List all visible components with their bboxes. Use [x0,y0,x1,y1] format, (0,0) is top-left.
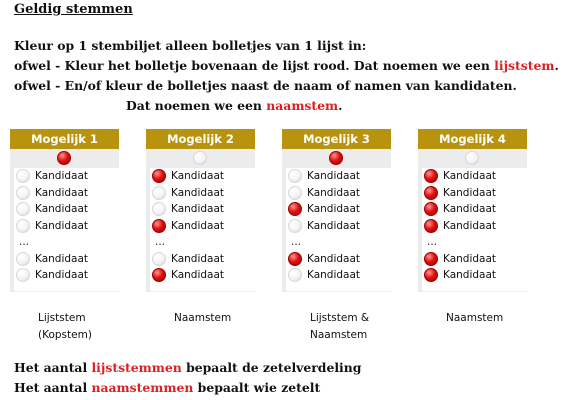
candidate-row [14,218,119,235]
term-naamstem: naamstem [266,98,339,113]
ball-filled-icon [152,169,166,183]
candidate-row [150,251,255,268]
panel-caption [310,310,430,344]
footer-line-1-end: bepaalt de zetelverdeling [181,360,362,375]
candidate-row [286,251,391,268]
candidate-list [14,168,119,291]
candidate-row [422,267,527,284]
ball-filled-icon [424,268,438,282]
candidate-row [422,201,527,218]
ballot-panel-1 [10,129,119,292]
candidate-row [14,267,119,284]
list-ball-filled-icon [57,151,71,165]
candidate-label: Kandidaat [307,269,361,282]
ball-filled-icon [152,219,166,233]
candidate-label: Kandidaat [443,269,497,282]
candidate-row [422,251,527,268]
candidate-label: Kandidaat [35,269,89,282]
candidate-row [422,168,527,185]
page-title: Geldig stemmen [14,2,133,17]
candidate-list [150,168,255,291]
ball-empty-icon [288,186,302,200]
ellipsis-text: ... [155,236,166,249]
ball-filled-icon [424,169,438,183]
intro-line-2-end: . [554,58,559,73]
panel-caption [446,310,566,327]
ellipsis-text: ... [291,236,302,249]
candidate-ellipsis [14,234,119,251]
candidate-row [150,218,255,235]
candidate-row [286,267,391,284]
candidate-label: Kandidaat [171,203,225,216]
list-ball-empty-icon [465,151,479,165]
candidate-row [286,218,391,235]
panel-caption [174,310,294,327]
candidate-row [150,185,255,202]
list-ball-filled-icon [329,151,343,165]
candidate-label: Kandidaat [35,252,89,265]
candidate-row [150,168,255,185]
panel-title: Mogelijk 4 [418,129,527,149]
candidate-ellipsis [150,234,255,251]
footer-text [14,358,534,398]
ball-empty-icon [16,219,30,233]
footer-line-1 [14,358,534,378]
ball-empty-icon [16,186,30,200]
candidate-list [422,168,527,291]
ball-filled-icon [288,202,302,216]
candidate-row [286,185,391,202]
ellipsis-text: ... [19,236,30,249]
ballot-panel-2 [146,129,255,292]
term-lijststem: lijststem [494,58,555,73]
candidate-ellipsis [422,234,527,251]
ellipsis-text: ... [427,236,438,249]
intro-text [14,36,559,116]
ball-empty-icon [16,252,30,266]
candidate-label: Kandidaat [307,252,361,265]
candidate-list [286,168,391,291]
candidate-ellipsis [286,234,391,251]
intro-line-2-text: ofwel - Kleur het bolletje bovenaan de lijst rood. Dat noemen we een [14,58,495,73]
candidate-label: Kandidaat [443,170,497,183]
list-ball-empty-icon [193,151,207,165]
ball-filled-icon [288,252,302,266]
candidate-label: Kandidaat [307,170,361,183]
panel-caption [38,310,158,344]
candidate-label: Kandidaat [307,186,361,199]
list-vote-row [418,149,527,166]
ball-empty-icon [152,202,166,216]
list-vote-row [282,149,391,166]
ball-empty-icon [152,252,166,266]
candidate-label: Kandidaat [443,252,497,265]
candidate-row [14,168,119,185]
ball-empty-icon [16,169,30,183]
list-vote-row [10,149,119,166]
term-lijststemmen: lijststemmen [91,360,182,375]
ball-filled-icon [424,219,438,233]
candidate-label: Kandidaat [443,203,497,216]
caption-line-2: Naamstem [310,329,368,341]
caption-line-1: Lijststem & [310,312,370,324]
candidate-label: Kandidaat [171,186,225,199]
candidate-row [286,201,391,218]
candidate-label: Kandidaat [35,186,89,199]
ball-empty-icon [288,268,302,282]
candidate-row [14,251,119,268]
intro-line-4-text: Dat noemen we een [126,98,267,113]
candidate-label: Kandidaat [307,219,361,232]
candidate-row [286,168,391,185]
footer-line-2-text: Het aantal [14,380,92,395]
candidate-label: Kandidaat [171,269,225,282]
panel-title: Mogelijk 1 [10,129,119,149]
term-naamstemmen: naamstemmen [91,380,194,395]
candidate-label: Kandidaat [35,170,89,183]
ball-filled-icon [152,268,166,282]
candidate-label: Kandidaat [35,219,89,232]
caption-line-1: Lijststem [38,312,86,324]
intro-line-2 [14,56,559,76]
panel-title: Mogelijk 2 [146,129,255,149]
intro-line-4-end: . [338,98,343,113]
candidate-row [150,267,255,284]
candidate-label: Kandidaat [171,219,225,232]
ball-empty-icon [152,186,166,200]
ball-filled-icon [424,186,438,200]
ball-empty-icon [16,268,30,282]
intro-line-1: Kleur op 1 stembiljet alleen bolletjes van 1 lijst in: [14,38,367,53]
candidate-row [14,201,119,218]
footer-line-2 [14,378,534,398]
ballot-panel-4 [418,129,527,292]
candidate-label: Kandidaat [443,219,497,232]
candidate-label: Kandidaat [171,252,225,265]
candidate-label: Kandidaat [35,203,89,216]
ball-empty-icon [16,202,30,216]
caption-line-1: Naamstem [446,312,504,324]
ball-filled-icon [424,202,438,216]
ball-empty-icon [288,219,302,233]
ball-filled-icon [424,252,438,266]
footer-line-1-text: Het aantal [14,360,92,375]
caption-line-1: Naamstem [174,312,232,324]
ballot-panel-3 [282,129,391,292]
candidate-label: Kandidaat [443,186,497,199]
candidate-label: Kandidaat [171,170,225,183]
ball-empty-icon [288,169,302,183]
footer-line-2-end: bepaalt wie zetelt [193,380,321,395]
candidate-row [150,201,255,218]
panel-title: Mogelijk 3 [282,129,391,149]
intro-line-4 [14,96,534,116]
candidate-row [14,185,119,202]
caption-line-2: (Kopstem) [38,329,92,341]
candidate-row [422,218,527,235]
intro-line-3: ofwel - En/of kleur de bolletjes naast de naam of namen van kandidaten. [14,78,517,93]
candidate-label: Kandidaat [307,203,361,216]
candidate-row [422,185,527,202]
list-vote-row [146,149,255,166]
